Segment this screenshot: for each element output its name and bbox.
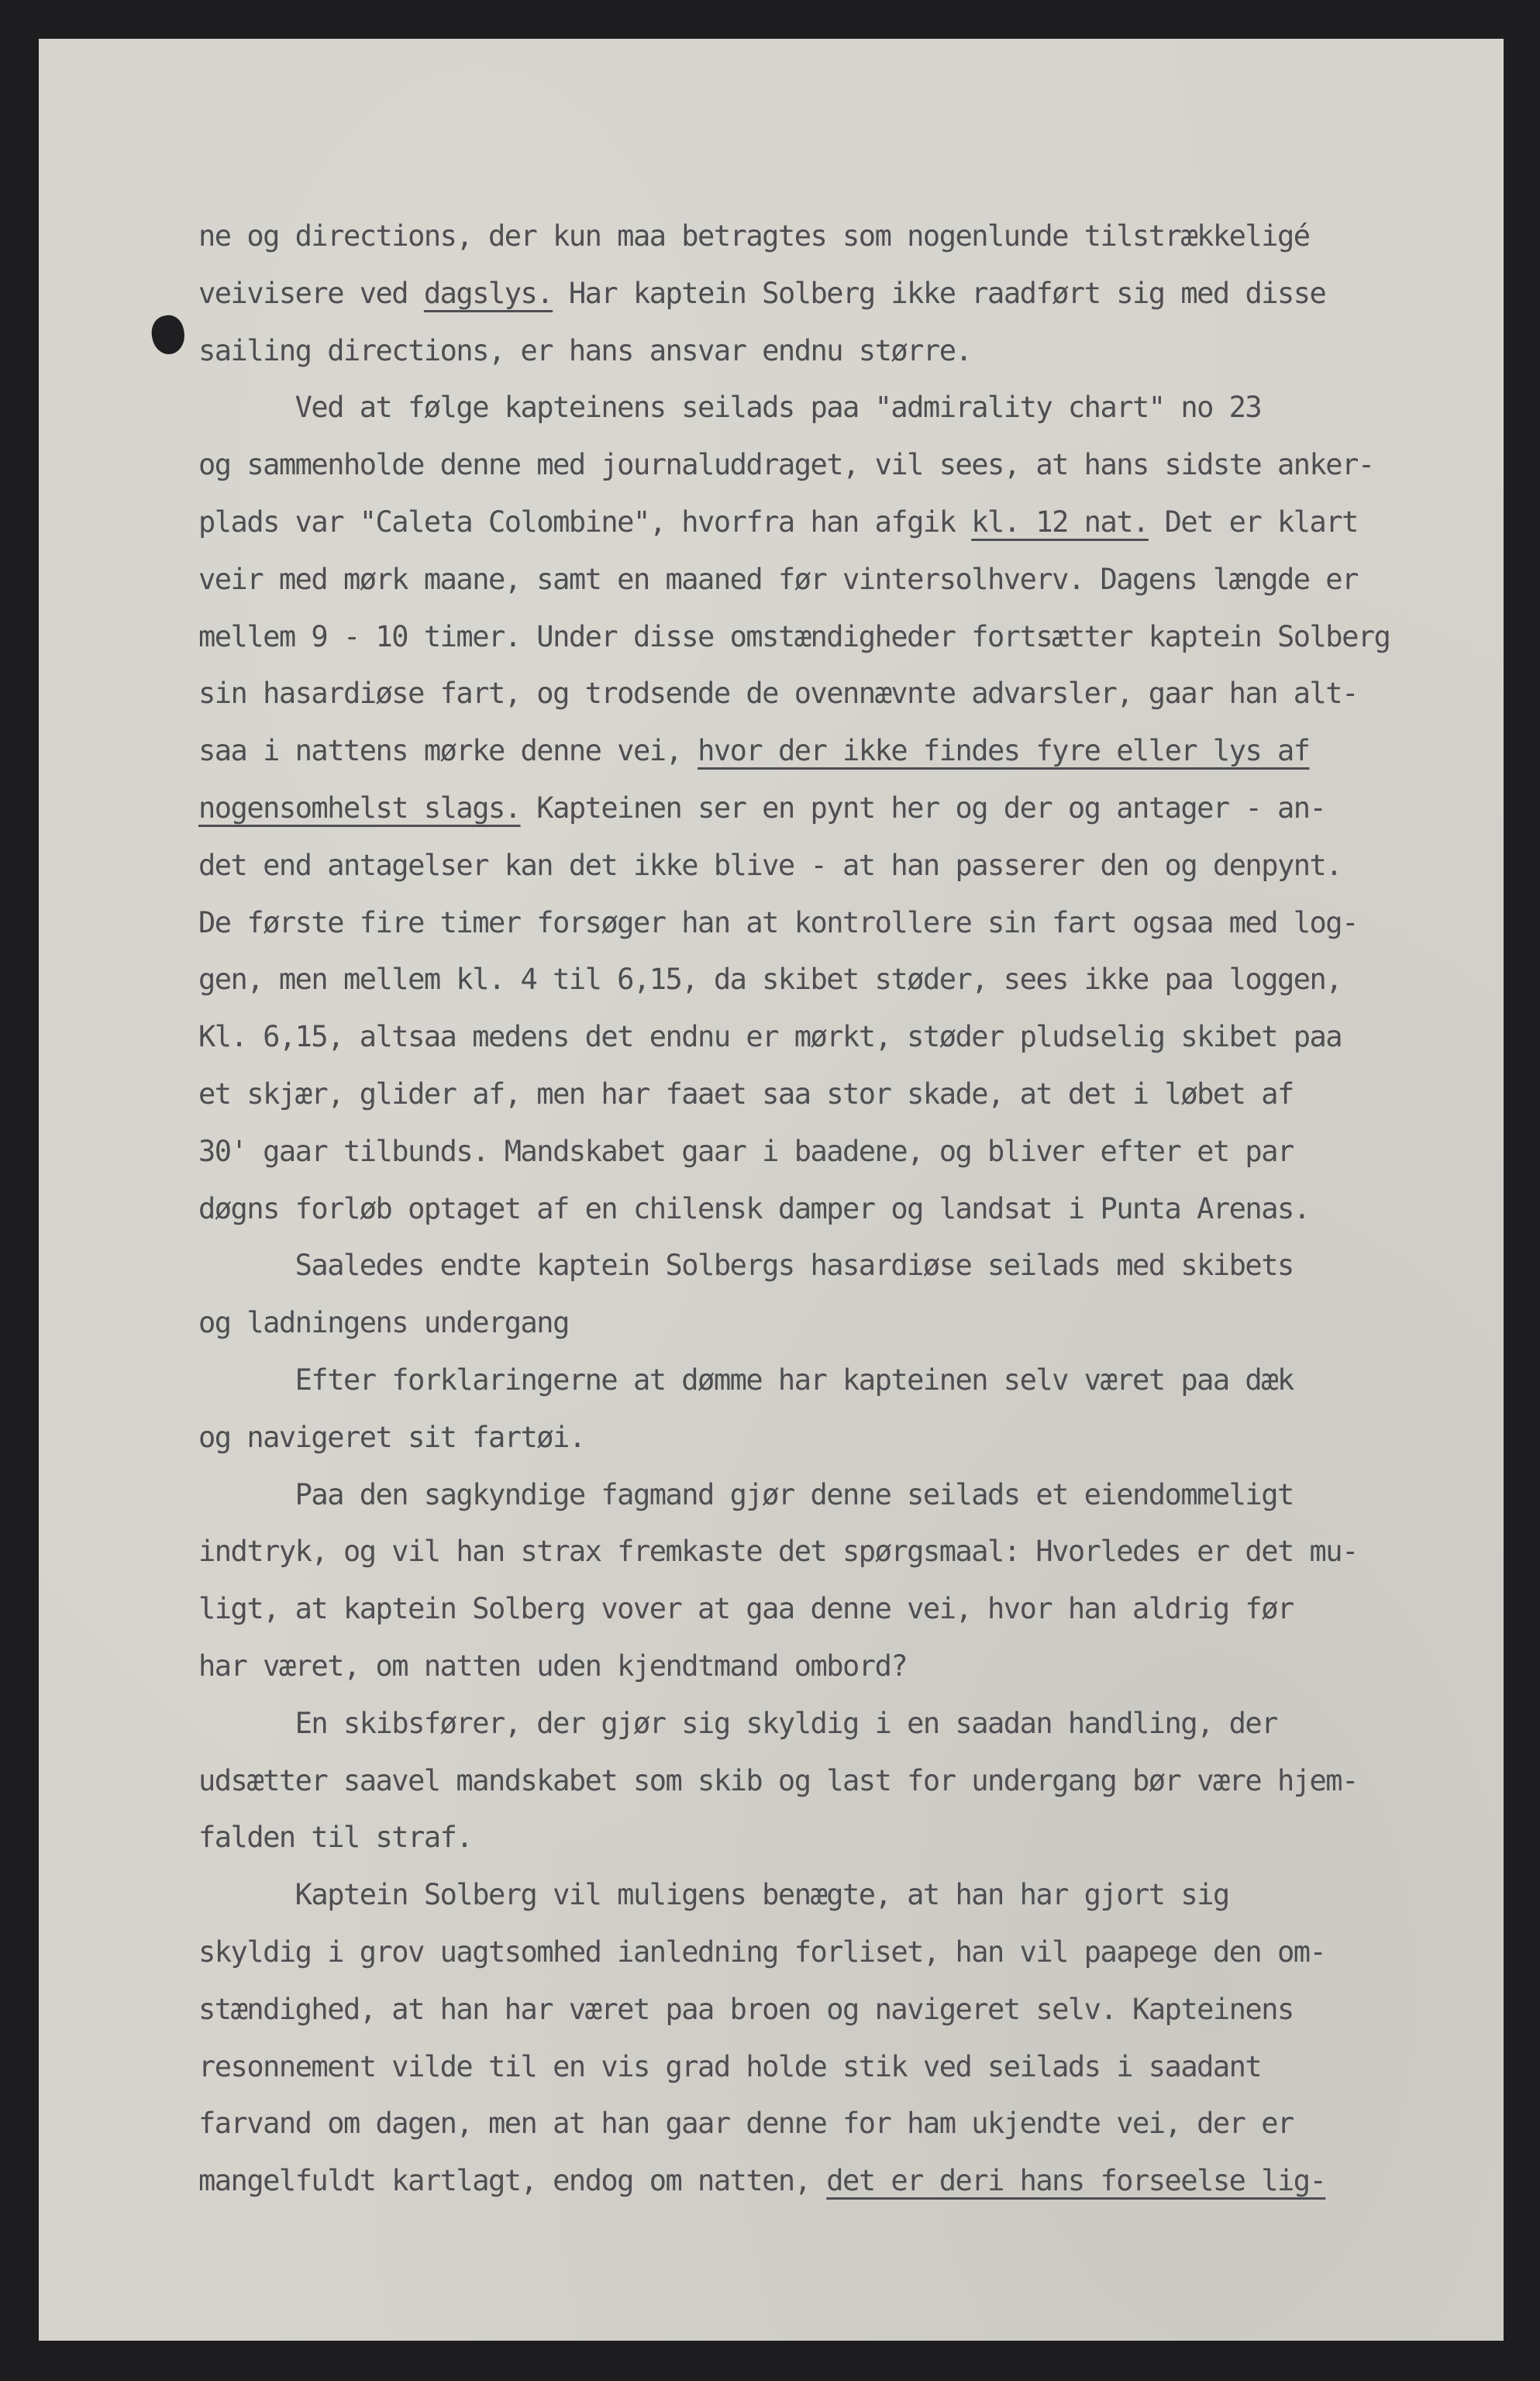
- text-run: Det er klart: [1148, 505, 1358, 539]
- text-line: [198, 1135, 1294, 1169]
- underlined-text: det er deri hans forseelse lig-: [826, 2164, 1326, 2197]
- underlined-text: nogensomhelst slags.: [198, 791, 521, 825]
- text-run: mellem 9 - 10 timer. Under disse omstændigheder fortsætter kaptein Solberg: [198, 620, 1390, 653]
- text-run: Kapteinen ser en pynt her og der og antager - an-: [520, 791, 1326, 825]
- text-run: og navigeret sit fartøi.: [198, 1421, 585, 1454]
- text-run: udsætter saavel mandskabet som skib og last for undergang bør være hjem-: [198, 1764, 1358, 1797]
- text-line: [198, 334, 971, 368]
- text-line: [198, 2050, 1261, 2084]
- text-run: indtryk, og vil han strax fremkaste det spørgsmaal: Hvorledes er det mu-: [198, 1535, 1358, 1568]
- underlined-text: kl. 12 nat.: [971, 505, 1149, 539]
- text-line: [198, 219, 1310, 253]
- text-line: [198, 1878, 1229, 1912]
- text-run: De første fire timer forsøger han at kontrollere sin fart ogsaa med log-: [198, 906, 1358, 939]
- text-line: [198, 2107, 1294, 2141]
- text-line: [198, 2164, 1325, 2198]
- text-line: [198, 963, 1342, 997]
- text-run: stændighed, at han har været paa broen og navigeret selv. Kapteinens: [198, 1993, 1294, 2026]
- text-line: [198, 277, 1325, 311]
- text-run: veir med mørk maane, samt en maaned før vintersolhverv. Dagens længde er: [198, 563, 1358, 596]
- text-run: 30' gaar tilbunds. Mandskabet gaar i baadene, og bliver efter et par: [198, 1135, 1294, 1168]
- text-run: sailing directions, er hans ansvar endnu større.: [198, 334, 972, 367]
- text-line: [198, 677, 1358, 711]
- text-run: gen, men mellem kl. 4 til 6,15, da skibet støder, sees ikke paa loggen,: [198, 963, 1342, 996]
- text-line: [198, 505, 1358, 539]
- text-line: [198, 1764, 1358, 1798]
- text-line: [198, 1077, 1294, 1111]
- text-run: ne og directions, der kun maa betragtes som nogenlunde tilstrækkeligé: [198, 219, 1310, 253]
- text-line: [198, 906, 1358, 940]
- text-run: En skibsfører, der gjør sig skyldig i en saadan handling, der: [198, 1707, 1277, 1740]
- text-run: et skjær, glider af, men har faaet saa stor skade, at det i løbet af: [198, 1077, 1294, 1111]
- text-line: [198, 1020, 1342, 1054]
- underlined-text: dagslys.: [423, 277, 553, 310]
- text-run: mangelfuldt kartlagt, endog om natten,: [198, 2164, 827, 2197]
- text-run: og ladningens undergang: [198, 1306, 569, 1339]
- text-line: [198, 1649, 907, 1683]
- text-line: [198, 1707, 1277, 1741]
- text-run: Har kaptein Solberg ikke raadført sig med disse: [553, 277, 1326, 310]
- text-run: døgns forløb optaget af en chilensk damper og landsat i Punta Arenas.: [198, 1192, 1310, 1225]
- text-run: og sammenholde denne med journaluddraget, vil sees, at hans sidste anker-: [198, 448, 1374, 481]
- text-line: [198, 791, 1325, 825]
- text-line: [198, 1993, 1294, 2027]
- text-line: [198, 1363, 1294, 1397]
- text-line: [198, 1478, 1294, 1512]
- text-line: [198, 620, 1390, 654]
- text-run: farvand om dagen, men at han gaar denne for ham ukjendte vei, der er: [198, 2107, 1294, 2140]
- text-run: saa i nattens mørke denne vei,: [198, 734, 698, 767]
- text-run: veivisere ved: [198, 277, 424, 310]
- text-line: [198, 563, 1358, 597]
- underlined-text: hvor der ikke findes fyre eller lys af: [698, 734, 1310, 767]
- text-run: Kl. 6,15, altsaa medens det endnu er mørkt, støder pludselig skibet paa: [198, 1020, 1342, 1053]
- text-line: [198, 448, 1374, 482]
- punch-hole: [148, 312, 188, 357]
- text-line: [198, 1306, 569, 1340]
- text-run: det end antagelser kan det ikke blive - at han passerer den og denpynt.: [198, 849, 1342, 882]
- text-run: Saaledes endte kaptein Solbergs hasardiøse seilads med skibets: [198, 1249, 1294, 1282]
- text-line: [198, 1421, 585, 1455]
- text-run: ligt, at kaptein Solberg vover at gaa denne vei, hvor han aldrig før: [198, 1592, 1294, 1625]
- text-line: [198, 734, 1310, 768]
- text-run: skyldig i grov uagtsomhed ianledning forliset, han vil paapege den om-: [198, 1935, 1326, 1969]
- text-run: Kaptein Solberg vil muligens benægte, at han har gjort sig: [198, 1878, 1229, 1911]
- text-line: [198, 1592, 1294, 1626]
- text-line: [198, 1192, 1310, 1226]
- text-line: [198, 1821, 472, 1855]
- text-line: [198, 1935, 1325, 1969]
- document-page: [39, 39, 1504, 2341]
- text-line: [198, 1249, 1294, 1283]
- text-run: har været, om natten uden kjendtmand ombord?: [198, 1649, 908, 1683]
- text-line: [198, 1535, 1358, 1569]
- text-line: [198, 391, 1261, 425]
- text-line: [198, 849, 1342, 883]
- text-run: sin hasardiøse fart, og trodsende de ovennævnte advarsler, gaar han alt-: [198, 677, 1358, 710]
- text-run: Paa den sagkyndige fagmand gjør denne seilads et eiendommeligt: [198, 1478, 1294, 1511]
- text-run: falden til straf.: [198, 1821, 473, 1854]
- text-run: resonnement vilde til en vis grad holde stik ved seilads i saadant: [198, 2050, 1262, 2083]
- text-run: plads var "Caleta Colombine", hvorfra han afgik: [198, 505, 972, 539]
- text-run: Ved at følge kapteinens seilads paa "admirality chart" no 23: [198, 391, 1262, 424]
- text-run: Efter forklaringerne at dømme har kapteinen selv været paa dæk: [198, 1363, 1294, 1397]
